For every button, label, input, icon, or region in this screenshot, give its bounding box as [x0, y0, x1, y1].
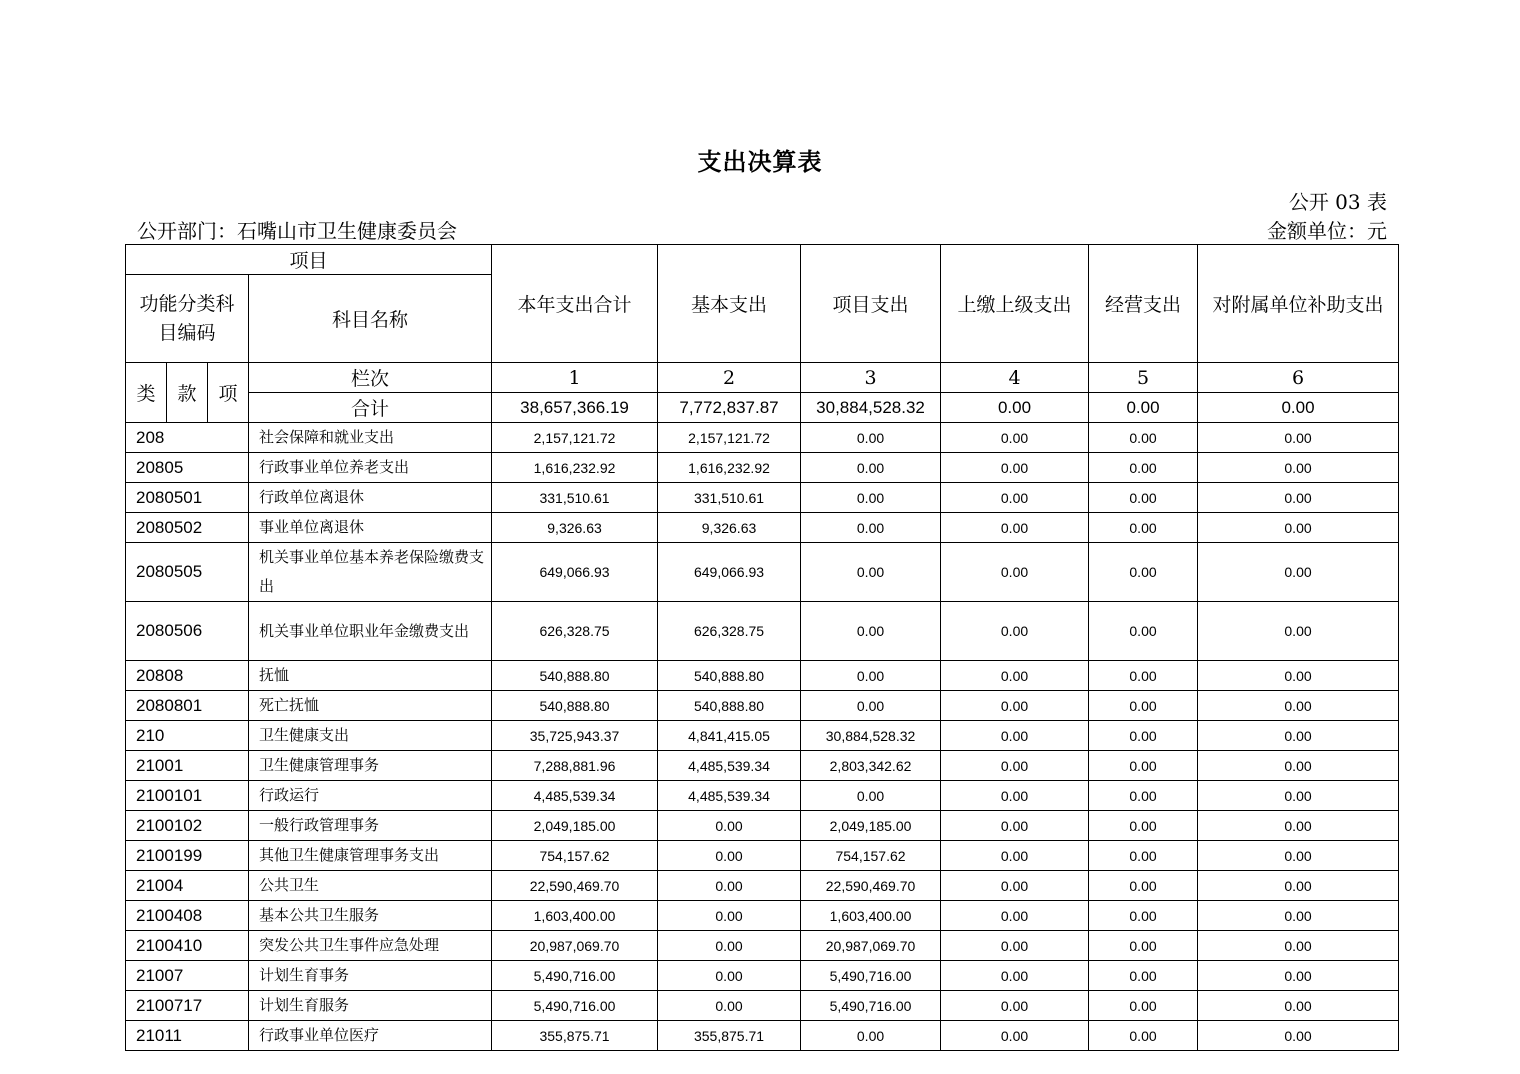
row-value: 0.00 — [658, 991, 801, 1021]
row-value: 0.00 — [1198, 721, 1399, 751]
row-value: 0.00 — [1089, 543, 1198, 602]
row-code: 2100717 — [126, 991, 249, 1021]
row-value: 0.00 — [1198, 691, 1399, 721]
row-subject-name: 卫生健康支出 — [249, 721, 492, 751]
row-value: 0.00 — [801, 423, 941, 453]
row-value: 754,157.62 — [492, 841, 658, 871]
row-code: 2080506 — [126, 602, 249, 661]
row-subject-name: 行政运行 — [249, 781, 492, 811]
row-value: 2,049,185.00 — [492, 811, 658, 841]
row-value: 0.00 — [941, 513, 1089, 543]
row-subject-name: 一般行政管理事务 — [249, 811, 492, 841]
row-value: 0.00 — [1198, 483, 1399, 513]
table-row — [126, 721, 1399, 751]
row-value: 2,157,121.72 — [492, 423, 658, 453]
row-value: 0.00 — [801, 453, 941, 483]
table-row — [126, 513, 1399, 543]
row-value: 0.00 — [801, 781, 941, 811]
row-value: 0.00 — [1089, 811, 1198, 841]
row-value: 0.00 — [1198, 961, 1399, 991]
table-row — [126, 602, 1399, 661]
row-value: 1,616,232.92 — [658, 453, 801, 483]
row-code: 2100408 — [126, 901, 249, 931]
row-value: 22,590,469.70 — [801, 871, 941, 901]
row-value: 0.00 — [1198, 661, 1399, 691]
row-code: 2080501 — [126, 483, 249, 513]
form-number: 公开 03 表 — [1288, 190, 1387, 214]
col-number: 5 — [1089, 363, 1198, 393]
row-value: 9,326.63 — [658, 513, 801, 543]
row-value: 626,328.75 — [658, 602, 801, 661]
table-row — [126, 543, 1399, 602]
row-value: 0.00 — [1198, 871, 1399, 901]
row-value: 0.00 — [658, 811, 801, 841]
row-value: 22,590,469.70 — [492, 871, 658, 901]
row-value: 540,888.80 — [658, 691, 801, 721]
row-value: 0.00 — [801, 483, 941, 513]
row-value: 0.00 — [941, 602, 1089, 661]
header-subject-name: 科目名称 — [249, 275, 492, 363]
row-subject-name: 抚恤 — [249, 661, 492, 691]
row-value: 626,328.75 — [492, 602, 658, 661]
row-code: 2100102 — [126, 811, 249, 841]
row-value: 0.00 — [1089, 691, 1198, 721]
header-col-operating: 经营支出 — [1089, 245, 1198, 363]
row-value: 0.00 — [941, 751, 1089, 781]
row-value: 0.00 — [1198, 1021, 1399, 1051]
total-label: 合计 — [249, 393, 492, 423]
row-value: 35,725,943.37 — [492, 721, 658, 751]
row-value: 0.00 — [1089, 781, 1198, 811]
row-value: 649,066.93 — [658, 543, 801, 602]
header-lei: 类 — [126, 363, 167, 423]
row-subject-name: 卫生健康管理事务 — [249, 751, 492, 781]
row-value: 0.00 — [1089, 1021, 1198, 1051]
header-col-project: 项目支出 — [801, 245, 941, 363]
table-row — [126, 691, 1399, 721]
row-code: 2080505 — [126, 543, 249, 602]
row-value: 1,603,400.00 — [801, 901, 941, 931]
total-value: 30,884,528.32 — [801, 393, 941, 423]
row-value: 540,888.80 — [492, 661, 658, 691]
row-value: 0.00 — [1089, 513, 1198, 543]
row-value: 0.00 — [1089, 423, 1198, 453]
header-col-total: 本年支出合计 — [492, 245, 658, 363]
header-col-upper: 上缴上级支出 — [941, 245, 1089, 363]
row-value: 0.00 — [801, 691, 941, 721]
row-value: 0.00 — [658, 961, 801, 991]
row-value: 0.00 — [941, 423, 1089, 453]
row-subject-name: 事业单位离退休 — [249, 513, 492, 543]
expenditure-table — [125, 244, 1399, 1051]
row-value: 0.00 — [801, 1021, 941, 1051]
row-value: 0.00 — [658, 841, 801, 871]
row-value: 1,603,400.00 — [492, 901, 658, 931]
row-code: 21001 — [126, 751, 249, 781]
row-code: 210 — [126, 721, 249, 751]
amount-unit-label: 金额单位：元 — [1267, 219, 1387, 243]
col-number: 3 — [801, 363, 941, 393]
row-value: 0.00 — [941, 781, 1089, 811]
row-value: 30,884,528.32 — [801, 721, 941, 751]
row-value: 0.00 — [801, 661, 941, 691]
row-value: 5,490,716.00 — [492, 961, 658, 991]
row-subject-name: 基本公共卫生服务 — [249, 901, 492, 931]
row-value: 1,616,232.92 — [492, 453, 658, 483]
header-func-code: 功能分类科目编码 — [126, 275, 249, 363]
table-row — [126, 961, 1399, 991]
row-subject-name: 计划生育服务 — [249, 991, 492, 1021]
row-value: 0.00 — [941, 871, 1089, 901]
row-value: 0.00 — [1198, 931, 1399, 961]
row-value: 0.00 — [941, 453, 1089, 483]
row-value: 331,510.61 — [492, 483, 658, 513]
row-value: 0.00 — [1198, 513, 1399, 543]
total-value: 38,657,366.19 — [492, 393, 658, 423]
row-value: 0.00 — [1089, 453, 1198, 483]
header-project: 项目 — [126, 245, 492, 275]
row-code: 2080502 — [126, 513, 249, 543]
row-value: 331,510.61 — [658, 483, 801, 513]
row-value: 0.00 — [658, 871, 801, 901]
row-code: 21007 — [126, 961, 249, 991]
col-number: 1 — [492, 363, 658, 393]
row-value: 20,987,069.70 — [801, 931, 941, 961]
row-code: 2080801 — [126, 691, 249, 721]
row-subject-name: 其他卫生健康管理事务支出 — [249, 841, 492, 871]
row-value: 0.00 — [1089, 661, 1198, 691]
row-value: 0.00 — [941, 543, 1089, 602]
row-value: 0.00 — [658, 901, 801, 931]
page-title: 支出决算表 — [697, 147, 823, 176]
row-value: 0.00 — [1089, 841, 1198, 871]
row-subject-name: 计划生育事务 — [249, 961, 492, 991]
row-value: 9,326.63 — [492, 513, 658, 543]
col-number: 6 — [1198, 363, 1399, 393]
row-subject-name: 社会保障和就业支出 — [249, 423, 492, 453]
table-row — [126, 751, 1399, 781]
row-code: 20808 — [126, 661, 249, 691]
row-value: 0.00 — [1198, 543, 1399, 602]
row-value: 0.00 — [941, 691, 1089, 721]
row-value: 0.00 — [941, 901, 1089, 931]
row-code: 20805 — [126, 453, 249, 483]
row-value: 0.00 — [1089, 961, 1198, 991]
row-subject-name: 行政事业单位养老支出 — [249, 453, 492, 483]
row-value: 0.00 — [1198, 841, 1399, 871]
table-row — [126, 931, 1399, 961]
col-number: 4 — [941, 363, 1089, 393]
row-value: 0.00 — [1198, 751, 1399, 781]
row-value: 0.00 — [941, 931, 1089, 961]
row-value: 0.00 — [941, 1021, 1089, 1051]
table-row — [126, 423, 1399, 453]
row-value: 0.00 — [1089, 721, 1198, 751]
row-value: 0.00 — [941, 991, 1089, 1021]
table-row — [126, 453, 1399, 483]
total-value: 0.00 — [941, 393, 1089, 423]
row-value: 4,485,539.34 — [492, 781, 658, 811]
row-value: 4,485,539.34 — [658, 781, 801, 811]
table-row — [126, 661, 1399, 691]
row-subject-name: 行政事业单位医疗 — [249, 1021, 492, 1051]
row-code: 2100101 — [126, 781, 249, 811]
row-value: 0.00 — [1089, 991, 1198, 1021]
row-code: 2100410 — [126, 931, 249, 961]
row-value: 0.00 — [1089, 483, 1198, 513]
row-value: 20,987,069.70 — [492, 931, 658, 961]
table-row — [126, 483, 1399, 513]
row-value: 0.00 — [1089, 901, 1198, 931]
row-value: 0.00 — [1089, 931, 1198, 961]
row-value: 540,888.80 — [492, 691, 658, 721]
row-subject-name: 公共卫生 — [249, 871, 492, 901]
row-value: 4,485,539.34 — [658, 751, 801, 781]
row-value: 0.00 — [1198, 991, 1399, 1021]
row-subject-name: 机关事业单位基本养老保险缴费支出 — [249, 543, 492, 602]
row-value: 0.00 — [941, 811, 1089, 841]
row-value: 0.00 — [801, 543, 941, 602]
row-value: 0.00 — [1198, 423, 1399, 453]
row-value: 2,157,121.72 — [658, 423, 801, 453]
row-value: 0.00 — [941, 661, 1089, 691]
header-row-label: 栏次 — [249, 363, 492, 393]
row-subject-name: 行政单位离退休 — [249, 483, 492, 513]
table-row — [126, 841, 1399, 871]
total-value: 0.00 — [1198, 393, 1399, 423]
table-row — [126, 1021, 1399, 1051]
row-code: 2100199 — [126, 841, 249, 871]
header-xiang: 项 — [208, 363, 249, 423]
row-value: 7,288,881.96 — [492, 751, 658, 781]
row-value: 0.00 — [1198, 811, 1399, 841]
row-subject-name: 突发公共卫生事件应急处理 — [249, 931, 492, 961]
row-code: 208 — [126, 423, 249, 453]
row-code: 21004 — [126, 871, 249, 901]
row-value: 540,888.80 — [658, 661, 801, 691]
row-value: 2,803,342.62 — [801, 751, 941, 781]
header-col-subsidy: 对附属单位补助支出 — [1198, 245, 1399, 363]
row-value: 0.00 — [1198, 781, 1399, 811]
table-row — [126, 991, 1399, 1021]
row-value: 0.00 — [1198, 453, 1399, 483]
row-value: 355,875.71 — [658, 1021, 801, 1051]
row-value: 5,490,716.00 — [492, 991, 658, 1021]
department-label: 公开部门：石嘴山市卫生健康委员会 — [137, 219, 457, 243]
row-value: 5,490,716.00 — [801, 961, 941, 991]
row-value: 754,157.62 — [801, 841, 941, 871]
total-value: 0.00 — [1089, 393, 1198, 423]
total-value: 7,772,837.87 — [658, 393, 801, 423]
row-value: 2,049,185.00 — [801, 811, 941, 841]
row-value: 0.00 — [1089, 751, 1198, 781]
header-kuan: 款 — [167, 363, 208, 423]
row-value: 0.00 — [801, 602, 941, 661]
row-value: 0.00 — [941, 841, 1089, 871]
row-value: 0.00 — [941, 721, 1089, 751]
row-value: 5,490,716.00 — [801, 991, 941, 1021]
table-row — [126, 901, 1399, 931]
header-col-basic: 基本支出 — [658, 245, 801, 363]
row-value: 0.00 — [1089, 871, 1198, 901]
row-subject-name: 机关事业单位职业年金缴费支出 — [249, 602, 492, 661]
table-row — [126, 781, 1399, 811]
row-value: 0.00 — [1198, 901, 1399, 931]
col-number: 2 — [658, 363, 801, 393]
row-value: 4,841,415.05 — [658, 721, 801, 751]
row-value: 0.00 — [941, 483, 1089, 513]
row-value: 0.00 — [1198, 602, 1399, 661]
row-value: 355,875.71 — [492, 1021, 658, 1051]
table-row — [126, 811, 1399, 841]
row-subject-name: 死亡抚恤 — [249, 691, 492, 721]
row-value: 649,066.93 — [492, 543, 658, 602]
row-code: 21011 — [126, 1021, 249, 1051]
row-value: 0.00 — [1089, 602, 1198, 661]
row-value: 0.00 — [941, 961, 1089, 991]
table-row — [126, 871, 1399, 901]
row-value: 0.00 — [801, 513, 941, 543]
row-value: 0.00 — [658, 931, 801, 961]
